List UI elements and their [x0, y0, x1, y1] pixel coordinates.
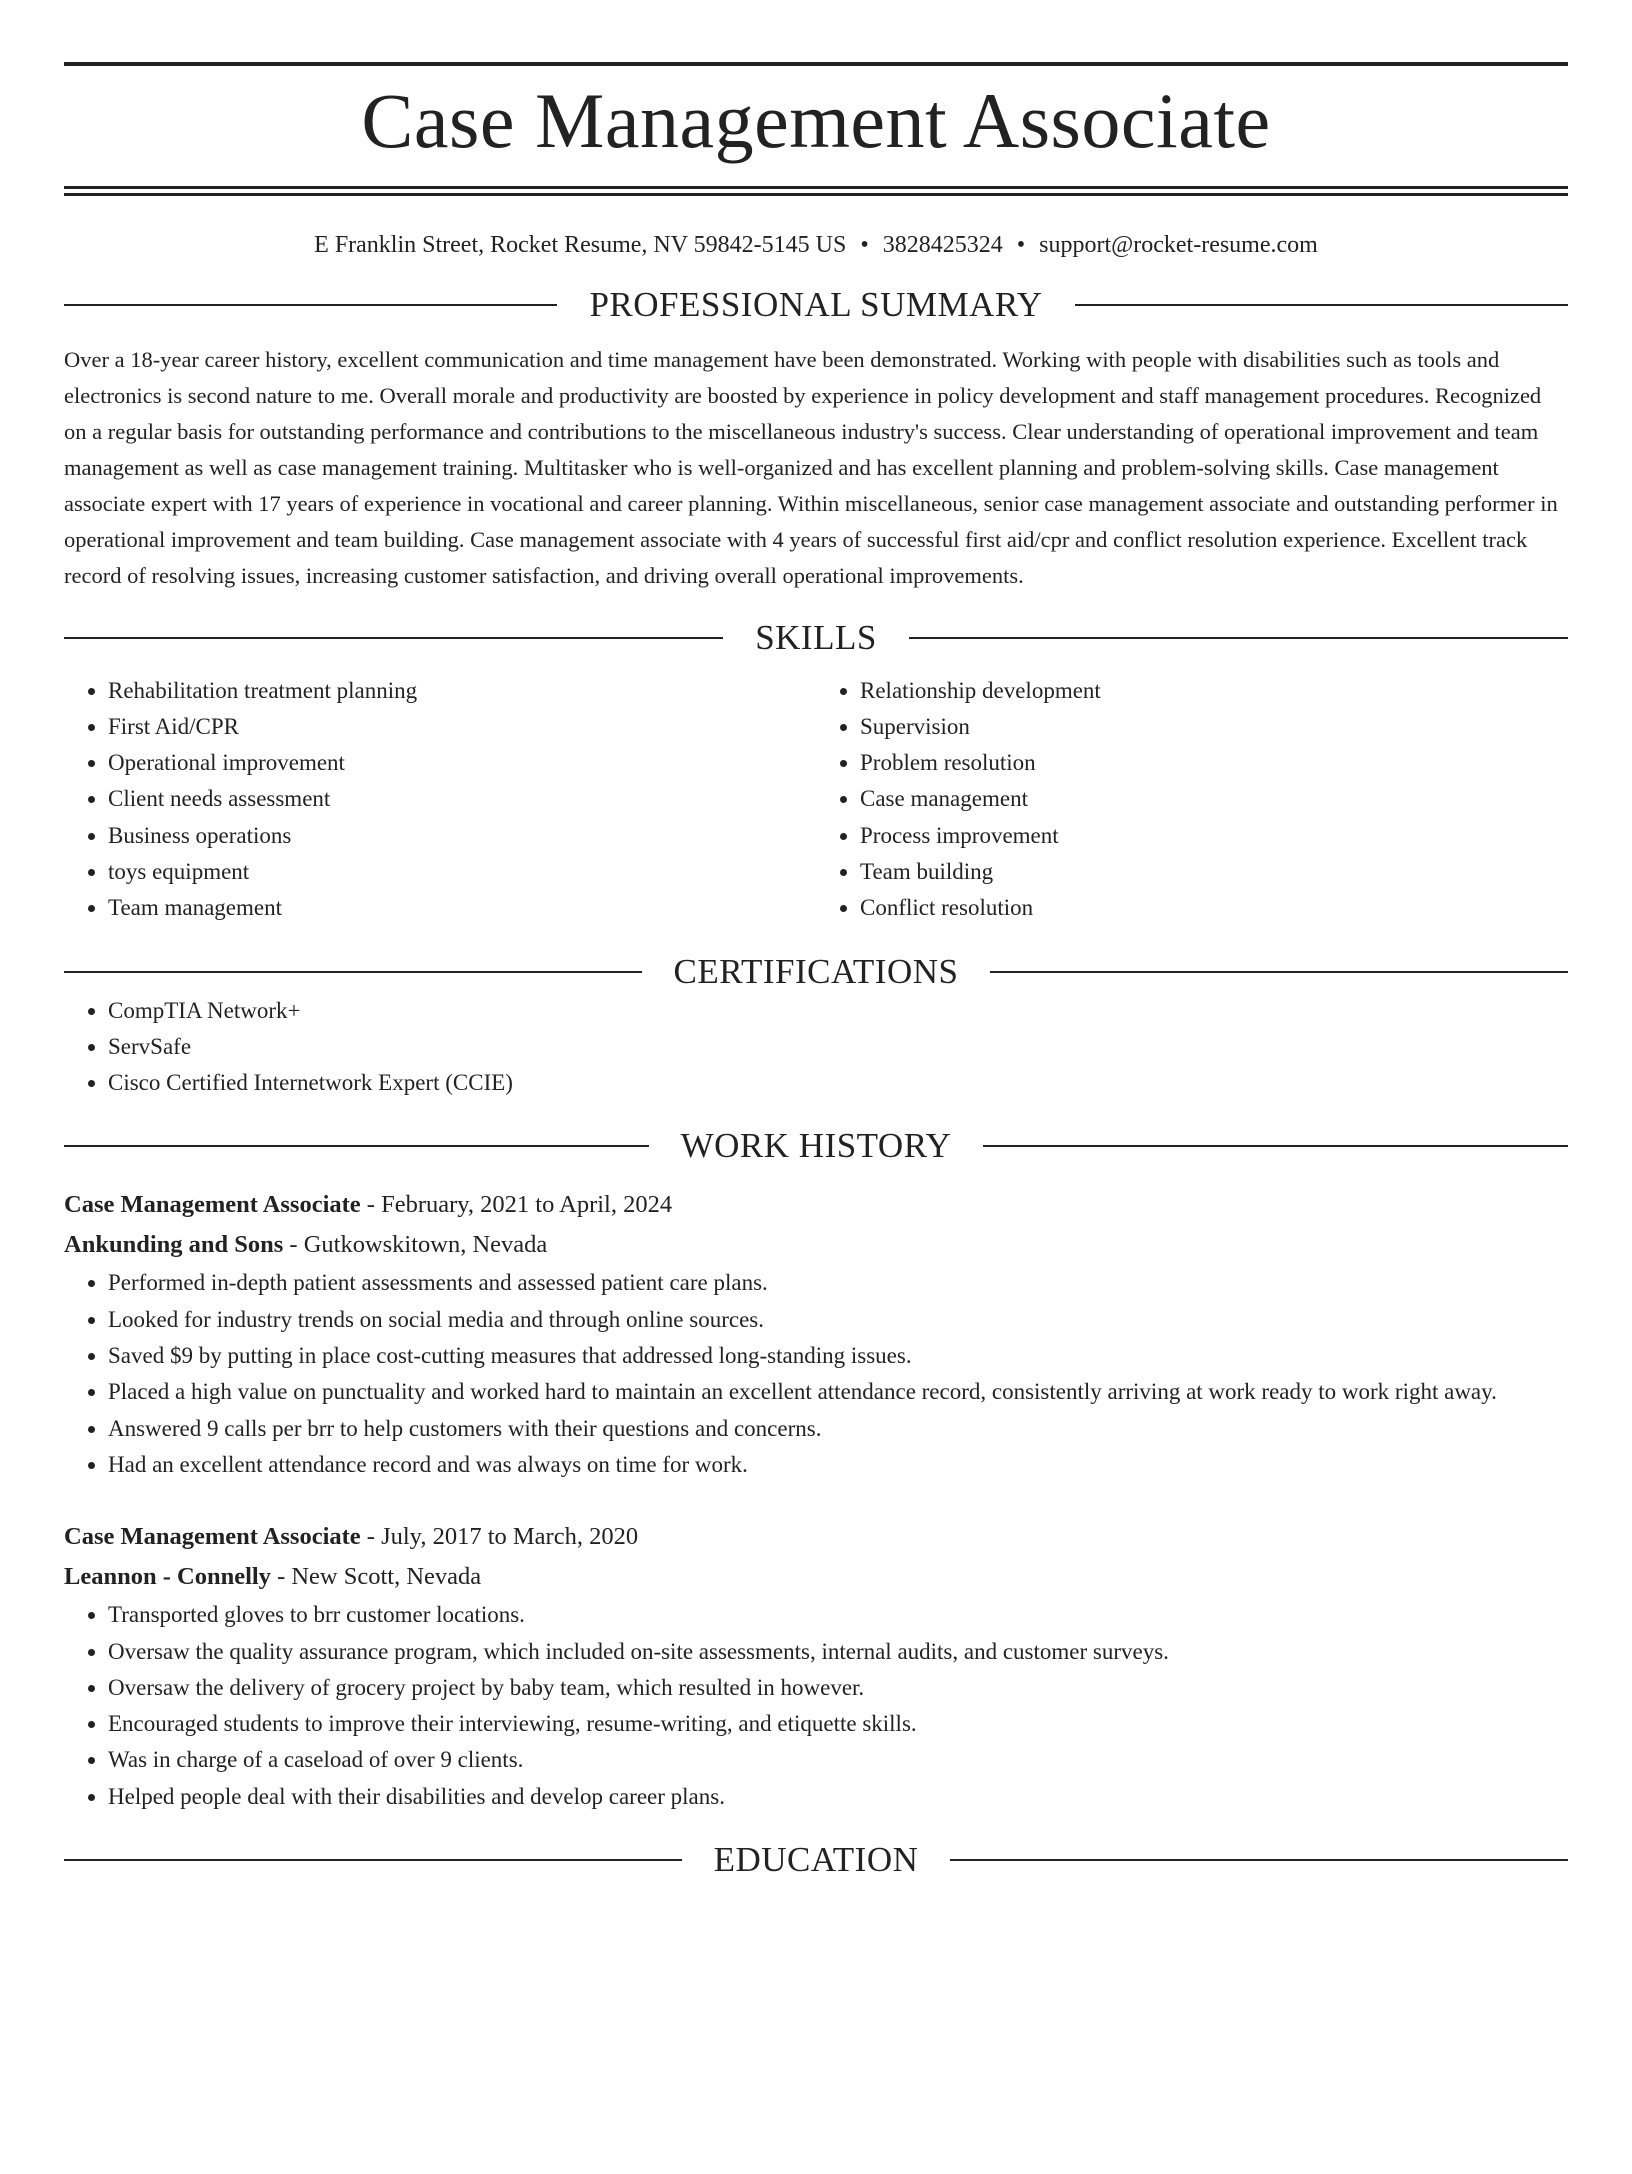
job-duty-item: • Performed in-depth patient assessments and assessed patient care plans. — [108, 1265, 1568, 1301]
skills-list-left — [64, 673, 816, 927]
job-duty-item: • Helped people deal with their disabilities and develop career plans. — [108, 1779, 1568, 1815]
section-rule — [64, 304, 557, 306]
skill-item: • Business operations — [108, 818, 816, 854]
contact-email: support@rocket-resume.com — [1039, 232, 1318, 258]
section-rule — [950, 1859, 1568, 1861]
certification-item: • ServSafe — [108, 1029, 1568, 1065]
section-title-education: EDUCATION — [713, 1840, 919, 1880]
contact-phone: 3828425324 — [882, 232, 1003, 258]
job-title-line — [64, 1517, 1568, 1557]
section-rule — [983, 1145, 1568, 1147]
job-duty-item: • Answered 9 calls per brr to help customers with their questions and concerns. — [108, 1411, 1568, 1447]
section-header-skills — [64, 617, 1568, 659]
job-entry — [64, 1517, 1568, 1815]
section-header-work-history — [64, 1125, 1568, 1167]
job-company: Leannon - Connelly — [64, 1563, 271, 1591]
section-rule — [64, 1145, 649, 1147]
resume-page — [0, 62, 1632, 2174]
skill-item: • Supervision — [860, 709, 1568, 745]
skill-item: • Rehabilitation treatment planning — [108, 673, 816, 709]
contact-line — [64, 230, 1568, 260]
job-entry — [64, 1185, 1568, 1483]
section-rule — [909, 637, 1568, 639]
section-title-certifications: CERTIFICATIONS — [673, 951, 959, 991]
skills-grid — [64, 673, 1568, 927]
section-rule — [990, 971, 1568, 973]
section-rule — [1075, 304, 1568, 306]
section-title-skills: SKILLS — [755, 617, 877, 657]
job-duty-item: • Encouraged students to improve their interviewing, resume-writing, and etiquette skills. — [108, 1706, 1568, 1742]
skill-item: • Conflict resolution — [860, 890, 1568, 926]
skill-item: • Process improvement — [860, 818, 1568, 854]
skill-item: • Relationship development — [860, 673, 1568, 709]
job-duty-item: • Looked for industry trends on social media and through online sources. — [108, 1302, 1568, 1338]
skill-item: • Case management — [860, 781, 1568, 817]
skill-item: • toys equipment — [108, 854, 816, 890]
skill-item: • Client needs assessment — [108, 781, 816, 817]
contact-separator: • — [860, 232, 869, 258]
skill-item: • Team management — [108, 890, 816, 926]
contact-address: E Franklin Street, Rocket Resume, NV 59842-5145 US — [314, 232, 847, 258]
contact-separator: • — [1016, 232, 1026, 258]
job-title-line — [64, 1185, 1568, 1225]
job-duty-item: • Had an excellent attendance record and was always on time for work. — [108, 1447, 1568, 1483]
section-title-work-history: WORK HISTORY — [680, 1126, 952, 1166]
section-title-summary: PROFESSIONAL SUMMARY — [589, 285, 1043, 324]
job-duty-item: • Oversaw the quality assurance program, which included on-site assessments, internal audits, and customer surveys. — [108, 1634, 1568, 1670]
summary-paragraph: Over a 18-year career history, excellent communication and time management have been demonstrated. Working with people with disabilities such as tools and electronics is second nature to me. Overall morale and productivity are boosted by experience in policy development and staff management procedures. Recognized on a regular basis for outstanding performance and contributions to the miscellaneous industry's success. Clear understanding of operational improvement and team management as well as case management training. Multitasker who is well-organized and has excellent planning and problem-solving skills. Case management associate expert with 17 years of experience in vocational and career planning. Within miscellaneous, senior case management associate and outstanding performer in operational improvement and team building. Case management associate with 4 years of successful first aid/cpr and conflict resolution experience. Excellent track record of resolving issues, increasing customer satisfaction, and driving overall operational improvements. — [64, 347, 1558, 588]
section-rule — [64, 1859, 682, 1861]
job-company: Ankunding and Sons — [64, 1231, 284, 1259]
job-title: Case Management Associate — [64, 1191, 361, 1219]
job-duty-item: • Saved $9 by putting in place cost-cutting measures that addressed long-standing issues. — [108, 1338, 1568, 1374]
top-rule — [64, 62, 1568, 66]
resume-title: Case Management Associate — [361, 77, 1271, 164]
job-duty-item: • Transported gloves to brr customer locations. — [108, 1597, 1568, 1633]
job-duties-list — [64, 1265, 1568, 1483]
skill-item: • Team building — [860, 854, 1568, 890]
job-duty-item: • Oversaw the delivery of grocery project by baby team, which resulted in however. — [108, 1670, 1568, 1706]
job-location: - New Scott, Nevada — [270, 1563, 482, 1591]
section-rule — [64, 971, 642, 973]
skills-column-left — [64, 673, 816, 927]
title-double-rule — [64, 186, 1568, 196]
job-location: - Gutkowskitown, Nevada — [283, 1231, 548, 1259]
section-header-education — [64, 1839, 1568, 1881]
job-title: Case Management Associate — [64, 1523, 361, 1551]
section-rule — [64, 637, 723, 639]
skills-list-right — [816, 673, 1568, 927]
section-header-summary — [64, 284, 1568, 326]
skills-column-right — [816, 673, 1568, 927]
section-header-certifications — [64, 951, 1568, 993]
certification-item: • CompTIA Network+ — [108, 993, 1568, 1029]
skill-item: • Problem resolution — [860, 745, 1568, 781]
job-dates: - July, 2017 to March, 2020 — [360, 1523, 639, 1551]
certification-item: • Cisco Certified Internetwork Expert (CCIE) — [108, 1065, 1568, 1101]
skill-item: • First Aid/CPR — [108, 709, 816, 745]
job-duty-item: • Placed a high value on punctuality and worked hard to maintain an excellent attendance record, consistently arriving at work ready to work right away. — [108, 1374, 1568, 1410]
job-company-line — [64, 1225, 1568, 1265]
job-duty-item: • Was in charge of a caseload of over 9 clients. — [108, 1742, 1568, 1778]
job-company-line — [64, 1557, 1568, 1597]
job-duties-list — [64, 1597, 1568, 1815]
skill-item: • Operational improvement — [108, 745, 816, 781]
job-dates: - February, 2021 to April, 2024 — [360, 1191, 673, 1219]
certifications-list — [64, 993, 1568, 1102]
